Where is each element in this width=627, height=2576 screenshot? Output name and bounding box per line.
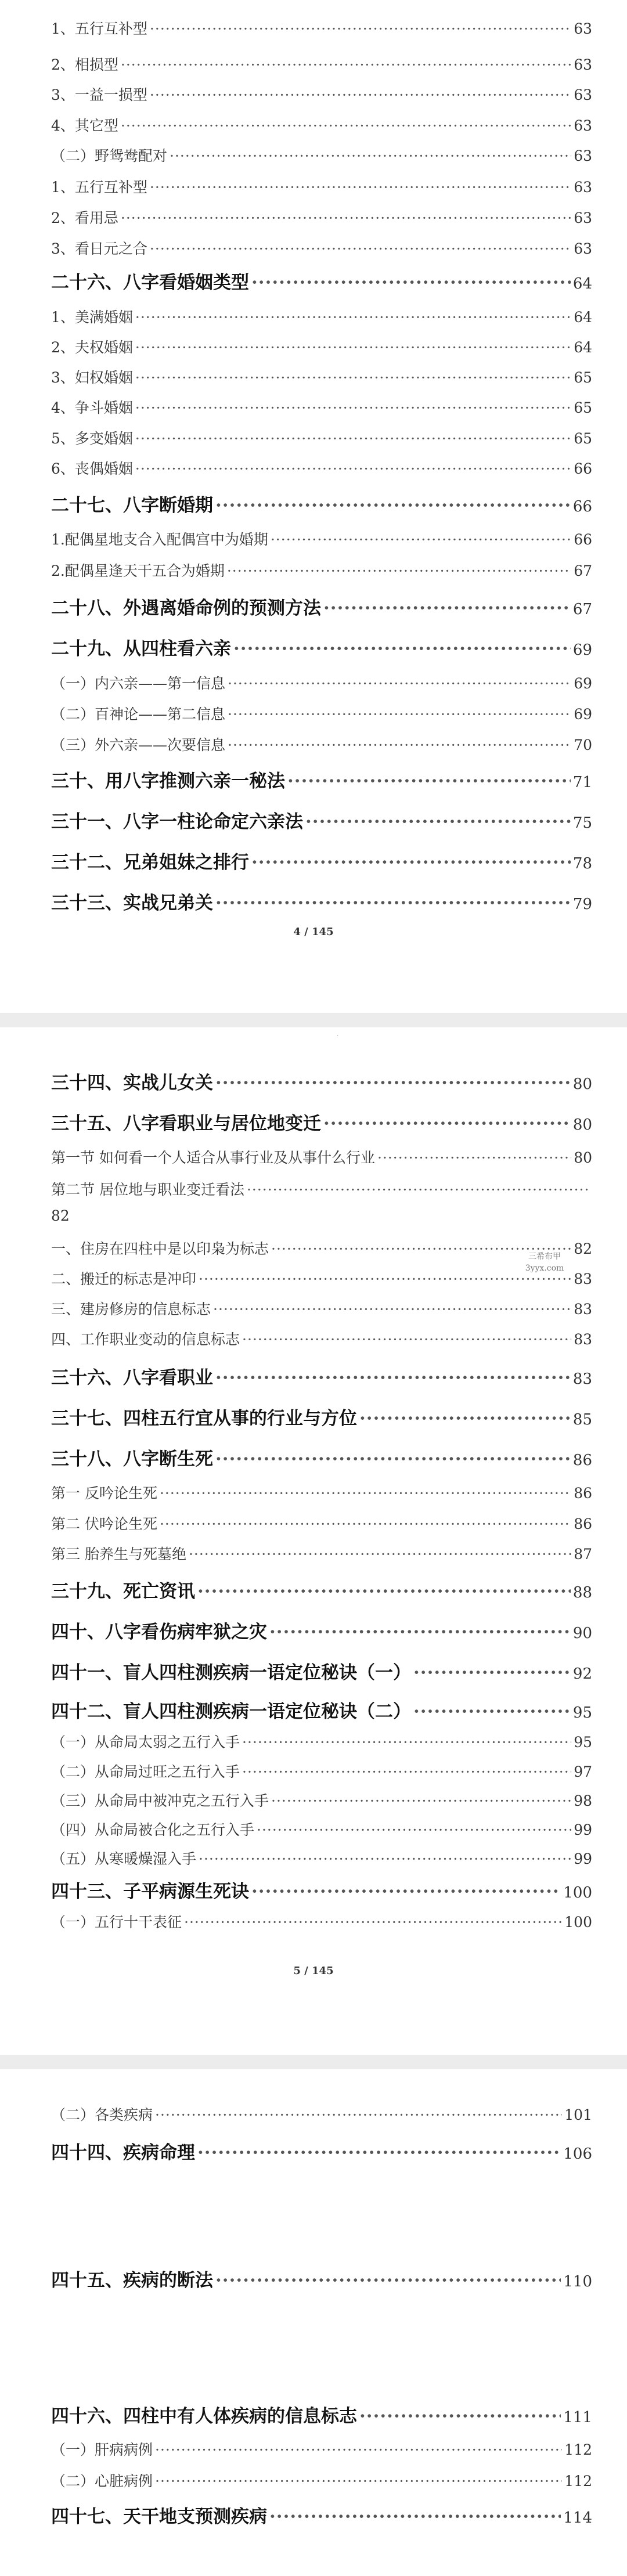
toc-leader-dots	[269, 2506, 561, 2527]
page-number: 5 / 145	[293, 1965, 334, 1977]
toc-entry-page: 65	[574, 430, 592, 447]
toc-entry-title: 三十九、死亡资讯	[51, 1581, 195, 1602]
toc-entry[interactable]	[51, 734, 592, 755]
toc-entry-title: 一、住房在四柱中是以印枭为标志	[51, 1240, 269, 1257]
toc-entry-title: 四、工作职业变动的信息标志	[51, 1331, 240, 1348]
toc-entry-title: 1.配偶星地支合入配偶宫中为婚期	[51, 531, 268, 548]
toc-leader-dots	[242, 1763, 571, 1780]
toc-leader-dots	[228, 706, 571, 723]
toc-leader-dots	[251, 852, 571, 873]
toc-leader-dots	[197, 1581, 571, 1602]
toc-leader-dots	[135, 430, 571, 447]
toc-entry-title: 四十三、子平病源生死诀	[51, 1881, 249, 1902]
toc-entry-page: 80	[574, 1149, 592, 1166]
toc-leader-dots	[413, 1701, 571, 1722]
toc-entry-title: （二）心脏病例	[51, 2473, 153, 2490]
toc-leader-dots	[305, 811, 571, 832]
toc-entry[interactable]	[51, 2104, 592, 2124]
toc-entry-title: 2、看用忌	[51, 210, 118, 226]
toc-entry-page: 69	[574, 675, 592, 692]
toc-entry-page: 111	[563, 2409, 592, 2426]
toc-entry[interactable]	[51, 1617, 592, 1643]
toc-entry-title: 三十一、八字一柱论命定六亲法	[51, 811, 303, 832]
toc-entry[interactable]	[51, 1760, 592, 1781]
toc-entry-title: 四十七、天干地支预测疾病	[51, 2506, 267, 2527]
toc-entry-page: 80	[572, 1076, 592, 1093]
toc-leader-dots	[150, 20, 571, 37]
toc-entry-page: 69	[574, 706, 592, 723]
toc-leader-dots	[215, 495, 571, 516]
toc-entry-page: 64	[574, 309, 592, 326]
toc-entry-page: 100	[563, 1884, 592, 1902]
toc-entry[interactable]	[51, 766, 592, 792]
toc-leader-dots	[150, 240, 571, 257]
toc-entry-title: 2.配偶星逢天干五合为婚期	[51, 562, 225, 579]
toc-entry[interactable]	[51, 560, 592, 580]
toc-entry-page: 66	[572, 498, 592, 515]
toc-entry[interactable]	[51, 1877, 592, 1903]
toc-leader-dots	[135, 309, 571, 326]
toc-entry[interactable]	[51, 1178, 592, 1199]
toc-entry[interactable]	[51, 1482, 592, 1503]
toc-entry[interactable]	[51, 703, 592, 724]
toc-entry[interactable]	[51, 807, 592, 833]
toc-entry[interactable]	[51, 1268, 592, 1289]
toc-entry-title: 第二 伏吟论生死	[51, 1516, 157, 1532]
toc-entry-page: 63	[574, 86, 592, 103]
toc-entry-page: 75	[572, 814, 592, 832]
toc-entry-page: 98	[574, 1792, 592, 1809]
toc-entry-page: 82	[574, 1240, 592, 1257]
toc-entry-title: （五）从寒暖燥湿入手	[51, 1850, 197, 1867]
toc-entry-page: 70	[574, 737, 592, 753]
toc-entry[interactable]	[51, 1146, 592, 1167]
toc-entry[interactable]	[51, 1444, 592, 1470]
toc-entry[interactable]	[51, 145, 592, 165]
toc-leader-dots	[135, 339, 571, 356]
toc-entry-title: 3、看日元之合	[51, 240, 147, 257]
toc-entry-title: （二）从命局过旺之五行入手	[51, 1763, 240, 1780]
toc-entry-page: 86	[572, 1452, 592, 1469]
toc-entry-title: 三十三、实战兄弟关	[51, 893, 213, 914]
toc-entry-page: 112	[564, 2473, 592, 2490]
toc-entry-page: 67	[574, 562, 592, 579]
toc-leader-dots	[251, 1881, 561, 1902]
toc-entry-title: 四十一、盲人四柱测疾病一语定位秘诀（一）	[51, 1662, 411, 1683]
toc-entry-page: 65	[574, 369, 592, 386]
toc-entry-title: （一）从命局太弱之五行入手	[51, 1734, 240, 1751]
toc-entry[interactable]	[51, 457, 592, 478]
toc-entry[interactable]	[51, 672, 592, 693]
toc-leader-dots	[323, 598, 571, 619]
toc-entry[interactable]	[51, 1068, 592, 1094]
toc-entry-page: 86	[574, 1485, 592, 1502]
page-number: 4 / 145	[293, 926, 334, 938]
toc-entry-page: 66	[574, 460, 592, 477]
toc-entry[interactable]	[51, 336, 592, 357]
toc-entry-page: 64	[574, 339, 592, 356]
toc-entry[interactable]	[51, 1731, 592, 1752]
toc-leader-dots	[233, 638, 571, 659]
toc-entry-page: 99	[574, 1821, 592, 1838]
toc-entry-title: 四十、八字看伤病牢狱之灾	[51, 1622, 267, 1643]
toc-leader-dots	[227, 562, 571, 579]
toc-entry[interactable]	[51, 2438, 592, 2459]
toc-entry-title: 第一 反吟论生死	[51, 1485, 157, 1502]
toc-entry[interactable]	[51, 53, 592, 74]
toc-entry-title: 三、建房修房的信息标志	[51, 1301, 211, 1318]
toc-entry-page: 86	[574, 1516, 592, 1532]
toc-leader-dots	[271, 1792, 571, 1809]
toc-leader-dots	[359, 2406, 561, 2427]
toc-leader-dots	[160, 1516, 571, 1532]
document-page-4	[0, 0, 627, 1013]
toc-entry-page: 65	[574, 399, 592, 416]
toc-entry-title: 三十六、八字看职业	[51, 1368, 213, 1388]
toc-entry[interactable]	[51, 888, 592, 914]
toc-entry[interactable]	[51, 528, 592, 549]
toc-entry[interactable]	[51, 176, 592, 197]
toc-entry-page: 64	[572, 275, 592, 293]
toc-leader-dots	[121, 56, 571, 73]
toc-entry-page: 63	[574, 20, 592, 37]
watermark-line: 3yyx.com	[525, 1264, 564, 1273]
toc-entry-title: 2、夫权婚姻	[51, 339, 133, 356]
toc-entry[interactable]	[51, 1911, 592, 1932]
toc-entry[interactable]	[51, 2470, 592, 2491]
toc-entry-page: 83	[574, 1301, 592, 1318]
toc-entry-page: 114	[563, 2509, 592, 2527]
toc-leader-dots	[242, 1331, 571, 1348]
toc-entry[interactable]	[51, 306, 592, 327]
toc-entry[interactable]	[51, 847, 592, 874]
toc-leader-dots	[257, 1821, 571, 1838]
toc-entry[interactable]	[51, 1819, 592, 1839]
toc-leader-dots	[269, 1622, 571, 1643]
toc-entry-title: 二、搬迁的标志是冲印	[51, 1271, 197, 1287]
toc-leader-dots	[359, 1408, 571, 1429]
toc-leader-dots	[228, 737, 571, 753]
toc-entry-title: 四十五、疾病的断法	[51, 2270, 213, 2291]
toc-entry[interactable]	[51, 427, 592, 448]
toc-leader-dots	[184, 1914, 562, 1931]
toc-entry[interactable]	[51, 1848, 592, 1868]
toc-entry-page: 83	[574, 1331, 592, 1348]
toc-entry-page: 97	[574, 1763, 592, 1780]
toc-leader-dots	[170, 147, 571, 164]
document-page-5	[0, 1027, 627, 2055]
toc-entry-title: 2、相损型	[51, 56, 118, 73]
toc-entry-title: 三十四、实战儿女关	[51, 1073, 213, 1094]
toc-entry-title: 5、多变婚姻	[51, 430, 133, 447]
toc-entry-page: 83	[574, 1271, 592, 1287]
toc-entry-page: 99	[574, 1850, 592, 1867]
toc-entry[interactable]	[51, 1363, 592, 1389]
toc-entry-page: 100	[564, 1914, 592, 1931]
watermark	[513, 1251, 576, 1274]
toc-entry-page: 92	[572, 1665, 592, 1683]
toc-entry-title: 二十七、八字断婚期	[51, 495, 213, 516]
toc-entry[interactable]	[51, 2138, 592, 2164]
toc-entry[interactable]	[51, 207, 592, 228]
toc-entry-page: 78	[572, 855, 592, 872]
toc-entry[interactable]	[51, 1404, 592, 1430]
toc-entry[interactable]	[51, 1576, 592, 1603]
toc-entry-page: 80	[572, 1116, 592, 1134]
toc-entry-page: 63	[574, 240, 592, 257]
toc-leader-dots	[160, 1485, 571, 1502]
toc-leader-dots	[135, 460, 571, 477]
toc-entry-title: 第三 胎养生与死墓绝	[51, 1546, 186, 1563]
toc-entry[interactable]	[51, 2265, 592, 2292]
toc-entry-title: （二）各类疾病	[51, 2106, 153, 2123]
toc-entry[interactable]	[51, 634, 592, 660]
toc-entry[interactable]	[51, 2401, 592, 2427]
toc-leader-dots	[155, 2106, 562, 2123]
toc-entry-title: 第二节 居位地与职业变迁看法	[51, 1181, 244, 1198]
toc-leader-dots	[413, 1662, 571, 1683]
toc-entry[interactable]	[51, 366, 592, 387]
toc-leader-dots	[150, 86, 571, 103]
toc-leader-dots	[215, 893, 571, 914]
toc-entry-title: （一）肝病病例	[51, 2441, 153, 2458]
toc-entry-title: 三十八、八字断生死	[51, 1449, 213, 1470]
toc-entry-page: 85	[572, 1411, 592, 1428]
toc-leader-dots	[155, 2441, 562, 2458]
toc-orphan-page-number: 82	[51, 1207, 70, 1224]
toc-entry-title: 四十四、疾病命理	[51, 2142, 195, 2163]
toc-entry-page: 71	[572, 774, 592, 791]
toc-leader-dots	[155, 2473, 562, 2490]
toc-entry-page: 106	[563, 2145, 592, 2163]
toc-entry[interactable]	[51, 1109, 592, 1135]
toc-entry-title: （四）从命局被合化之五行入手	[51, 1821, 255, 1838]
toc-entry-page: 66	[574, 531, 592, 548]
toc-entry[interactable]	[51, 1543, 592, 1564]
toc-leader-dots	[135, 369, 571, 386]
toc-entry-title: 第一节 如何看一个人适合从事行业及从事什么行业	[51, 1149, 375, 1166]
watermark-line: 三希布甲	[528, 1252, 561, 1261]
toc-entry-title: 二十九、从四柱看六亲	[51, 638, 231, 659]
toc-entry-title: 三十五、八字看职业与居位地变迁	[51, 1113, 321, 1134]
toc-entry-page: 63	[574, 117, 592, 134]
toc-entry-title: 3、一益一损型	[51, 86, 147, 103]
toc-entry-title: 二十六、八字看婚姻类型	[51, 272, 249, 293]
toc-entry-title: 三十、用八字推测六亲一秘法	[51, 771, 285, 792]
toc-entry[interactable]	[51, 1513, 592, 1534]
toc-entry-title: （一）五行十干表征	[51, 1914, 182, 1931]
toc-leader-dots	[377, 1149, 571, 1166]
toc-leader-dots	[228, 675, 571, 692]
toc-entry-page: 88	[572, 1584, 592, 1601]
toc-entry[interactable]	[51, 1328, 592, 1349]
toc-leader-dots	[323, 1113, 571, 1134]
toc-entry-title: 1、五行互补型	[51, 179, 147, 196]
toc-entry-page: 101	[564, 2106, 592, 2123]
toc-leader-dots	[215, 2270, 561, 2291]
toc-entry[interactable]	[51, 84, 592, 104]
toc-entry[interactable]	[51, 1298, 592, 1319]
toc-entry[interactable]	[51, 1697, 592, 1723]
toc-leader-dots	[215, 1368, 571, 1388]
toc-entry-page: 63	[574, 210, 592, 226]
toc-leader-dots	[121, 210, 571, 226]
toc-leader-dots	[150, 179, 571, 196]
toc-leader-dots	[197, 2142, 561, 2163]
toc-leader-dots	[247, 1181, 590, 1198]
toc-leader-dots	[251, 272, 571, 293]
toc-entry-page: 110	[563, 2273, 592, 2290]
toc-entry-page: 95	[572, 1704, 592, 1722]
toc-entry[interactable]	[51, 268, 592, 294]
toc-entry[interactable]	[51, 237, 592, 258]
toc-entry-title: 3、妇权婚姻	[51, 369, 133, 386]
toc-entry-title: 二十八、外遇离婚命例的预测方法	[51, 598, 321, 619]
toc-entry-page: 90	[572, 1625, 592, 1642]
toc-entry[interactable]	[51, 1238, 592, 1258]
toc-entry-page: 69	[572, 641, 592, 659]
toc-entry-page: 95	[574, 1734, 592, 1751]
toc-leader-dots	[215, 1073, 571, 1094]
toc-entry-page: 63	[574, 179, 592, 196]
toc-entry-page: 67	[572, 601, 592, 618]
toc-entry-page: 79	[572, 896, 592, 913]
toc-entry-title: 4、争斗婚姻	[51, 399, 133, 416]
toc-entry[interactable]	[51, 593, 592, 619]
toc-entry-page: 87	[574, 1546, 592, 1563]
toc-entry-page: 83	[572, 1370, 592, 1388]
toc-leader-dots	[215, 1449, 571, 1470]
toc-entry-title: 三十七、四柱五行宜从事的行业与方位	[51, 1408, 357, 1429]
toc-entry-title: （三）从命局中被冲克之五行入手	[51, 1792, 269, 1809]
toc-entry[interactable]	[51, 1658, 592, 1684]
toc-entry-title: 四十二、盲人四柱测疾病一语定位秘诀（二）	[51, 1701, 411, 1722]
toc-entry-page: 112	[564, 2441, 592, 2458]
toc-entry-page: 63	[574, 147, 592, 164]
toc-entry-title: 1、五行互补型	[51, 20, 147, 37]
toc-entry-title: 1、美满婚姻	[51, 309, 133, 326]
toc-entry-title: 4、其它型	[51, 117, 118, 134]
toc-leader-dots	[271, 531, 571, 548]
toc-leader-dots	[189, 1546, 571, 1563]
toc-entry[interactable]	[51, 396, 592, 417]
toc-entry[interactable]	[51, 17, 592, 38]
toc-leader-dots	[287, 771, 571, 792]
toc-leader-dots	[199, 1850, 571, 1867]
toc-entry-title: 6、丧偶婚姻	[51, 460, 133, 477]
toc-leader-dots	[242, 1734, 571, 1751]
toc-leader-dots	[213, 1301, 571, 1318]
toc-entry[interactable]	[51, 490, 592, 517]
toc-entry-title: （二）野鸳鸯配对	[51, 147, 168, 164]
toc-entry-page: 63	[574, 56, 592, 73]
toc-entry-title: 三十二、兄弟姐妹之排行	[51, 852, 249, 873]
document-page-6	[0, 2069, 627, 2576]
toc-leader-dots	[121, 117, 571, 134]
toc-entry[interactable]	[51, 2502, 592, 2528]
toc-entry-title: （三）外六亲——次要信息	[51, 737, 226, 753]
toc-leader-dots	[135, 399, 571, 416]
page-top-mark: ·	[337, 1033, 339, 1040]
toc-entry[interactable]	[51, 114, 592, 135]
toc-entry-title: 四十六、四柱中有人体疾病的信息标志	[51, 2406, 357, 2427]
toc-entry-title: （二）百神论——第二信息	[51, 706, 226, 723]
toc-entry[interactable]	[51, 1790, 592, 1810]
toc-entry-title: （一）内六亲——第一信息	[51, 675, 226, 692]
